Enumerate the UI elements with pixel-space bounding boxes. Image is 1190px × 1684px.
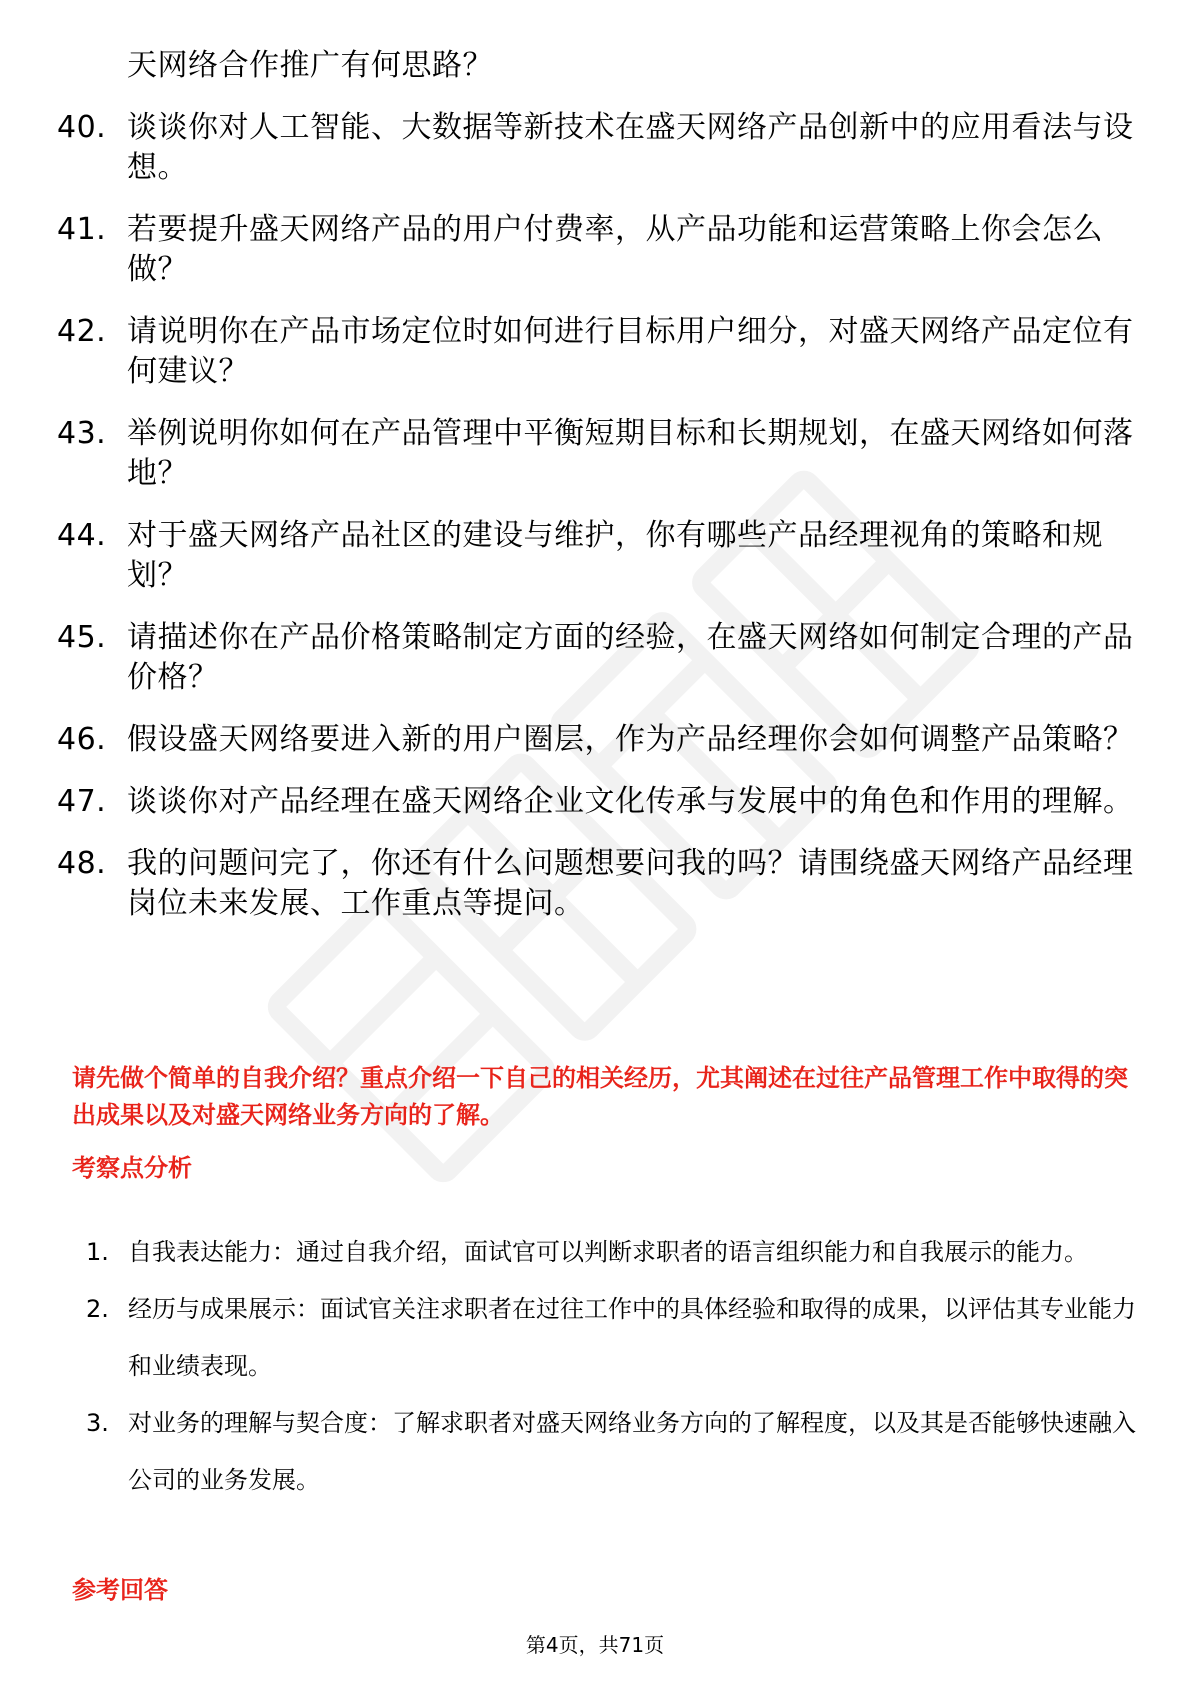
question-text: 谈谈你对人工智能、大数据等新技术在盛天网络产品创新中的应用看法与设想。 [127, 110, 1134, 185]
question-number: 47. [57, 784, 107, 819]
question-text: 若要提升盛天网络产品的用户付费率，从产品功能和运营策略上你会怎么做？ [127, 212, 1103, 287]
analysis-item [86, 1224, 1136, 1281]
answer-title: 参考回答 [72, 1576, 168, 1604]
question-text: 举例说明你如何在产品管理中平衡短期目标和长期规划，在盛天网络如何落地？ [127, 416, 1134, 491]
question-number: 45. [57, 620, 107, 655]
question-text: 请说明你在产品市场定位时如何进行目标用户细分，对盛天网络产品定位有何建议？ [127, 314, 1134, 389]
analysis-text: 对业务的理解与契合度：了解求职者对盛天网络业务方向的了解程度，以及其是否能够快速融入公司的业务发展。 [128, 1409, 1136, 1494]
question-item-39-continuation [57, 46, 1137, 86]
question-item-45 [57, 618, 1137, 698]
question-item-44 [57, 516, 1137, 596]
question-item-43 [57, 414, 1137, 494]
question-number: 43. [57, 416, 107, 451]
analysis-number: 1. [86, 1238, 109, 1266]
question-number: 44. [57, 518, 107, 553]
page-footer: 第4页，共71页 [525, 1633, 665, 1657]
question-number: 46. [57, 722, 107, 757]
analysis-item [86, 1281, 1136, 1395]
question-text: 谈谈你对产品经理在盛天网络企业文化传承与发展中的角色和作用的理解。 [127, 784, 1134, 819]
analysis-title: 考察点分析 [72, 1154, 192, 1182]
question-text: 天网络合作推广有何思路？ [127, 48, 493, 83]
question-item-40 [57, 108, 1137, 188]
question-item-48 [57, 844, 1137, 924]
question-text: 请描述你在产品价格策略制定方面的经验，在盛天网络如何制定合理的产品价格？ [127, 620, 1134, 695]
question-number: 40. [57, 110, 107, 145]
question-number: 48. [57, 846, 107, 881]
question-text: 假设盛天网络要进入新的用户圈层，作为产品经理你会如何调整产品策略？ [127, 722, 1134, 757]
analysis-item [86, 1395, 1136, 1509]
analysis-number: 2. [86, 1295, 109, 1323]
question-item-47 [57, 782, 1137, 822]
analysis-number: 3. [86, 1409, 109, 1437]
question-number: 42. [57, 314, 107, 349]
question-item-46 [57, 720, 1137, 760]
question-item-42 [57, 312, 1137, 392]
question-number: 41. [57, 212, 107, 247]
analysis-text: 经历与成果展示：面试官关注求职者在过往工作中的具体经验和取得的成果，以评估其专业能力和业绩表现。 [128, 1295, 1136, 1380]
question-item-41 [57, 210, 1137, 290]
question-heading: 请先做个简单的自我介绍？重点介绍一下自己的相关经历，尤其阐述在过往产品管理工作中取得的突出成果以及对盛天网络业务方向的了解。 [72, 1064, 1128, 1129]
analysis-list [86, 1224, 1136, 1509]
question-text: 我的问题问完了，你还有什么问题想要问我的吗？请围绕盛天网络产品经理岗位未来发展、工作重点等提问。 [127, 846, 1134, 921]
question-list [57, 46, 1137, 946]
analysis-text: 自我表达能力：通过自我介绍，面试官可以判断求职者的语言组织能力和自我展示的能力。 [128, 1238, 1088, 1266]
question-text: 对于盛天网络产品社区的建设与维护，你有哪些产品经理视角的策略和规划？ [127, 518, 1103, 593]
